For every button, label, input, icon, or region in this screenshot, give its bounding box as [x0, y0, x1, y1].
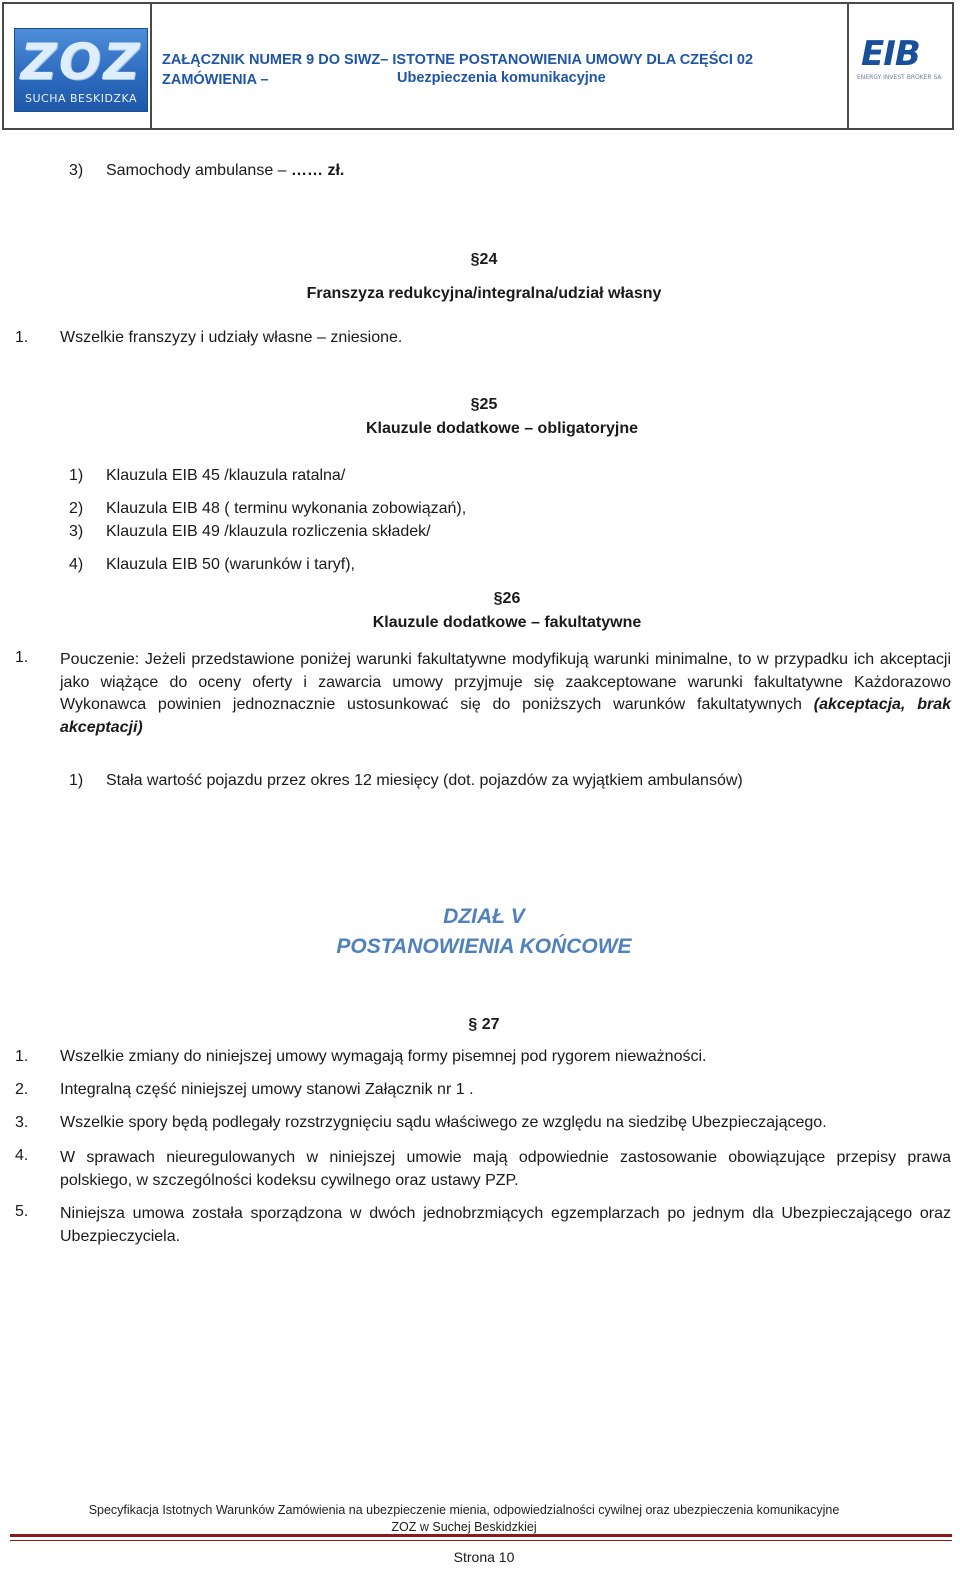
list-item: Wszelkie franszyzy i udziały własne – zniesione.	[60, 329, 403, 346]
zoz-logo	[14, 28, 148, 112]
document-header	[2, 2, 954, 130]
list-item: Klauzula EIB 49 /klauzula rozliczenia składek/	[106, 523, 431, 540]
item-number: 1.	[15, 329, 29, 346]
list-item: Klauzula EIB 45 /klauzula ratalna/	[106, 467, 346, 484]
header-title-cell	[152, 4, 849, 128]
list-item: Stała wartość pojazdu przez okres 12 miesięcy (dot. pojazdów za wyjątkiem ambulansów)	[106, 772, 743, 789]
list-item	[69, 162, 83, 180]
section-title-26: Klauzule dodatkowe – fakultatywne	[372, 614, 642, 631]
item-number: 1)	[69, 467, 84, 484]
item-amount: …… zł.	[291, 162, 345, 179]
list-item-text	[106, 162, 344, 180]
item-number: 3)	[69, 162, 84, 179]
item-number: 1)	[69, 772, 84, 789]
eib-logo-mark: EIB	[861, 34, 920, 74]
section-title-24: Franszyza redukcyjna/integralna/udział własny	[306, 285, 662, 302]
list-item: Klauzula EIB 50 (warunków i taryf),	[106, 556, 355, 573]
section-heading-24: §24	[470, 251, 498, 268]
zoz-logo-mark: ZOZ	[20, 33, 142, 91]
footer-line-1: Specyfikacja Istotnych Warunków Zamówienia na ubezpieczenie mienia, odpowiedzialności cywilnej oraz ubezpieczenia komunikacyjne	[88, 1503, 840, 1517]
item-text: Samochody ambulanse –	[106, 162, 291, 179]
footer-rule-thin	[10, 1540, 952, 1541]
footer-rule	[10, 1534, 952, 1537]
header-left-cell	[4, 4, 152, 128]
header-title: ZAŁĄCZNIK NUMER 9 DO SIWZ– ISTOTNE POSTANOWIENIA UMOWY DLA CZĘŚCI 02 ZAMÓWIENIA –	[162, 52, 754, 88]
item-number: 1.	[15, 1048, 29, 1065]
list-item: Niniejsza umowa została sporządzona w dwóch jednobrzmiących egzemplarzach po jednym dla Ubezpieczającego oraz Ubezpieczyciela.	[60, 1205, 951, 1245]
header-subtitle: Ubezpieczenia komunikacyjne	[397, 70, 606, 86]
list-item: W sprawach nieuregulowanych w niniejszej umowie mają odpowiednie zastosowanie obowiązujące przepisy prawa polskiego, w szczególności kodeksu cywilnego oraz ustawy PZP.	[60, 1149, 951, 1189]
item-number: 3)	[69, 523, 84, 540]
zoz-logo-subtitle: SUCHA BESKIDZKA	[25, 92, 137, 105]
list-item: Integralną część niniejszej umowy stanowi Załącznik nr 1 .	[60, 1081, 474, 1098]
list-item: Klauzula EIB 48 ( terminu wykonania zobowiązań),	[106, 500, 467, 517]
part-title: POSTANOWIENIA KOŃCOWE	[336, 935, 632, 958]
section-title-25: Klauzule dodatkowe – obligatoryjne	[365, 420, 639, 437]
section-heading-27: § 27	[468, 1016, 500, 1033]
section-heading-25: §25	[470, 396, 498, 413]
part-heading: DZIAŁ V	[443, 905, 525, 928]
list-item: Wszelkie spory będą podlegały rozstrzygnięciu sądu właściwego ze względu na siedzibę Ubezpieczającego.	[60, 1114, 827, 1131]
header-right-cell	[849, 4, 952, 128]
instruction-note	[60, 649, 951, 739]
eib-logo-subtitle: ENERGY INVEST BROKER SA	[857, 74, 942, 81]
list-item: Wszelkie zmiany do niniejszej umowy wymagają formy pisemnej pod rygorem nieważności.	[60, 1048, 707, 1065]
item-number: 2.	[15, 1081, 29, 1098]
item-number: 2)	[69, 500, 84, 517]
item-number: 1.	[15, 649, 29, 666]
note-text: Pouczenie: Jeżeli przedstawione poniżej warunki fakultatywne modyfikują warunki minimalne, to w przypadku ich akceptacji jako wiążące do oceny oferty i zawarcia umowy przyjmuje się zaakceptowane warunki fakultatywne Każdorazowo Wykonawca powinien jednoznacznie ustosunkować się do poniższych warunków fakultatywnych	[60, 651, 951, 713]
item-number: 5.	[15, 1203, 29, 1220]
item-number: 4.	[15, 1147, 29, 1164]
section-heading-26: §26	[493, 590, 521, 607]
note-emphasis: (akceptacja, brak akceptacji)	[60, 696, 951, 736]
item-number: 3.	[15, 1114, 29, 1131]
item-number: 4)	[69, 556, 84, 573]
page-number: Strona 10	[453, 1549, 515, 1565]
footer-line-2: ZOZ w Suchej Beskidzkiej	[391, 1520, 537, 1534]
eib-logo	[857, 34, 947, 84]
